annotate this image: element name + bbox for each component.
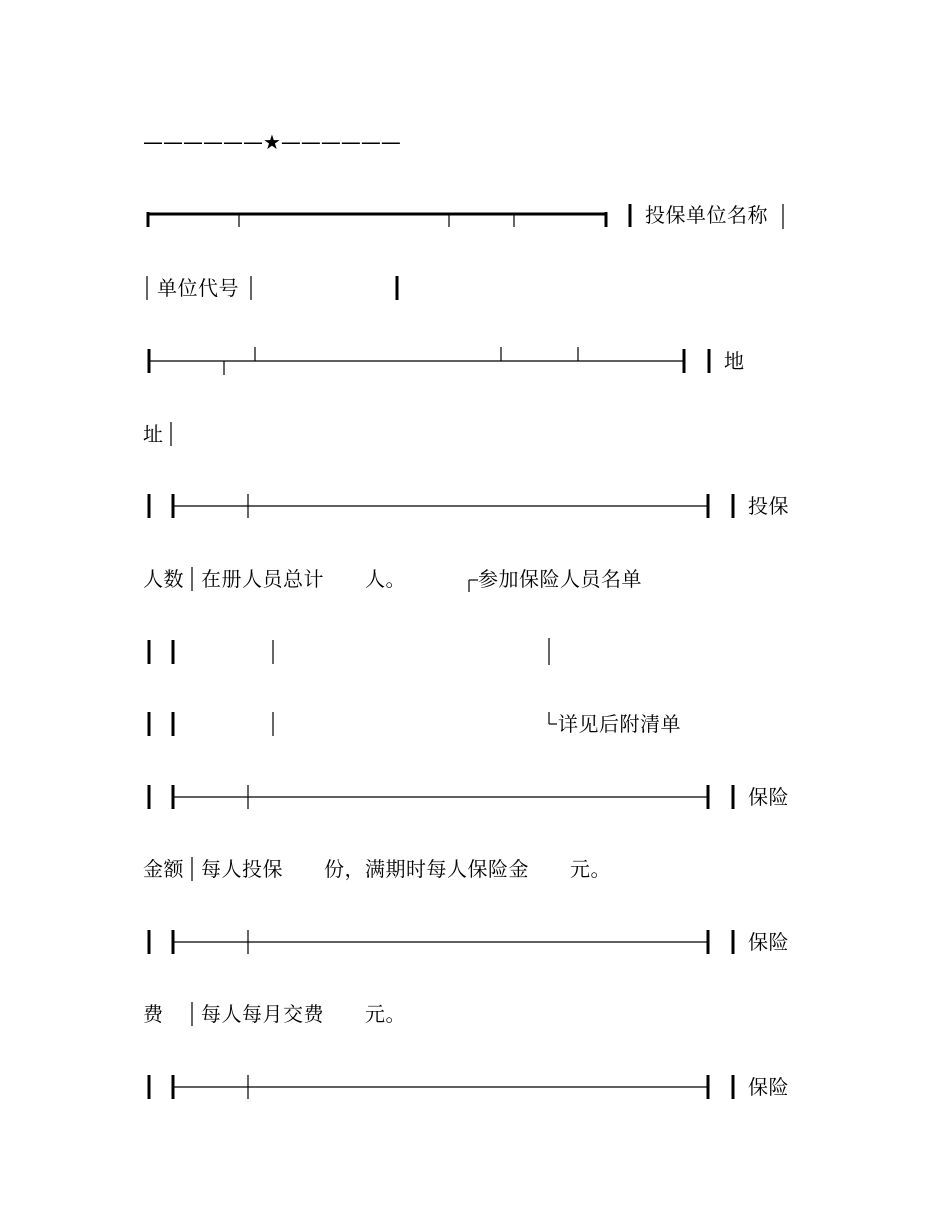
insured-amount-label-part2: 金额 (143, 857, 184, 881)
monthly-premium-text: 每人每月交费 元。 (201, 1002, 406, 1026)
registered-total-text: 在册人员总计 人。 (201, 567, 406, 591)
participant-list-label: 参加保险人员名单 (478, 567, 642, 591)
insured-count-label-part2: 人数 (143, 567, 184, 591)
insured-amount-text: 每人投保 份，满期时每人保险金 元。 (201, 857, 611, 881)
address-label-part1: 地 (724, 349, 745, 373)
unit-code-label: 单位代号 (157, 276, 239, 300)
insured-unit-name-label: 投保单位名称 (645, 203, 768, 227)
insurance-term-label-part1: 保险 (748, 1075, 789, 1099)
insured-amount-label-part1: 保险 (748, 785, 789, 809)
insured-count-label-part1: 投保 (748, 494, 789, 518)
see-attached-list-text: 详见后附清单 (558, 712, 681, 736)
premium-label-part1: 保险 (748, 930, 789, 954)
premium-label-part2: 费 (143, 1002, 164, 1026)
address-label-part2: 址 (143, 422, 164, 446)
star-separator: ——————★—————— (143, 130, 401, 154)
